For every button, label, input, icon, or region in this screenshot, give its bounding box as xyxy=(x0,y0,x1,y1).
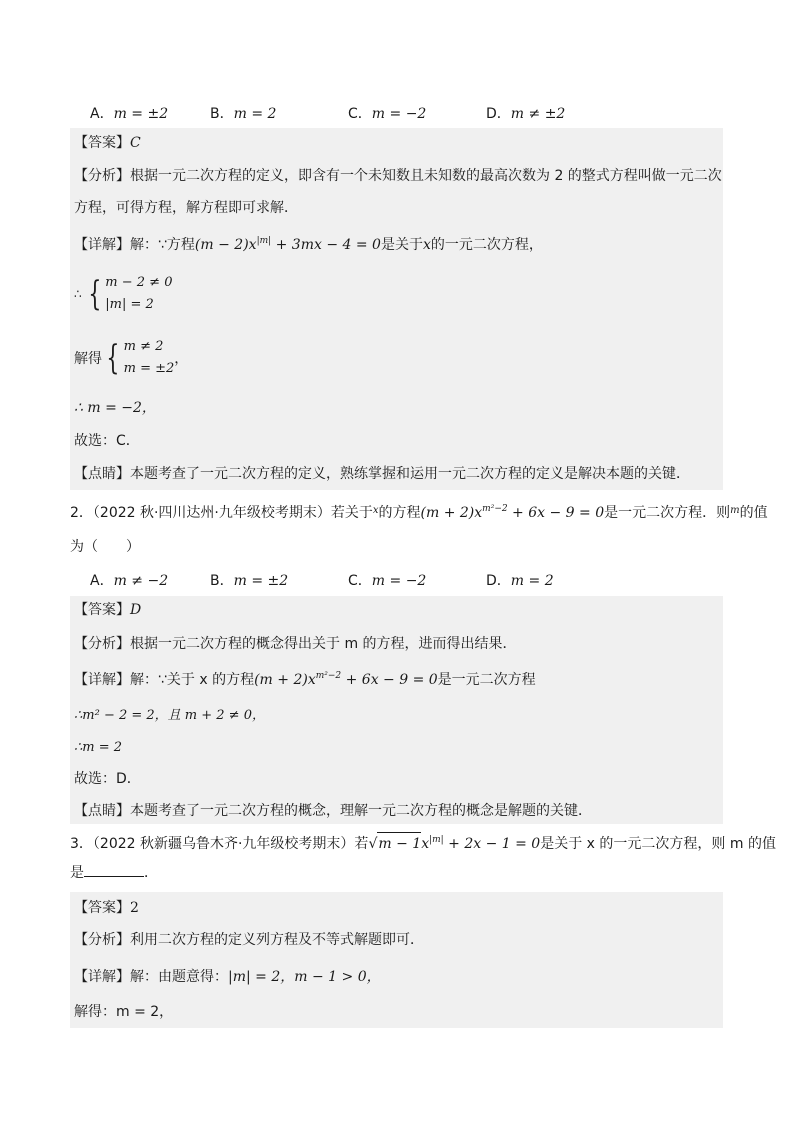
variable: x xyxy=(422,237,431,253)
equation: (m + 2)x xyxy=(254,672,316,688)
comment-label: 【点睛】 xyxy=(74,803,130,819)
therefore-symbol: ∴ xyxy=(74,287,82,301)
equation-rest: + 6x − 9 = 0 xyxy=(341,672,438,688)
answer-label: 【答案】 xyxy=(74,602,130,618)
analysis-text: 根据一元二次方程的定义，即含有一个未知数且未知数的最高次数为 2 的整式方程叫做一元二次 xyxy=(130,168,722,184)
option-text: m = ±2 xyxy=(233,573,289,589)
q2-answer xyxy=(74,599,141,621)
q1-result: ∴ m = −2， xyxy=(74,400,156,416)
system-line: m ≠ 2 xyxy=(123,339,164,354)
q3-answer xyxy=(74,897,139,919)
option-text: m = −2 xyxy=(371,106,427,122)
q1-options xyxy=(90,103,730,125)
q2-option-d xyxy=(486,570,554,590)
option-letter: C． xyxy=(348,106,372,122)
analysis-text: 根据一元二次方程的概念得出关于 m 的方程，进而得出结果． xyxy=(130,636,517,652)
q3-stem-line-2 xyxy=(70,862,158,884)
q1-system-1 xyxy=(74,272,172,316)
q1-analysis-line-1 xyxy=(74,165,722,187)
option-text: m = −2 xyxy=(371,573,427,589)
q1-answer xyxy=(74,132,141,154)
answer-value: D xyxy=(130,602,142,618)
q3-stem-line-1 xyxy=(70,832,776,855)
stem-text: 是一元二次方程．则 xyxy=(604,505,731,521)
q2-option-a xyxy=(90,570,168,590)
q2-choose: 故选：D． xyxy=(74,771,141,787)
option-text: m = ±2 xyxy=(113,106,169,122)
answer-value: 2 xyxy=(130,900,139,916)
q2-step-1: ∴m² − 2 = 2，且 m + 2 ≠ 0， xyxy=(74,708,265,723)
option-letter: B． xyxy=(210,106,234,122)
q1-option-d xyxy=(486,103,565,123)
q2-step-2: ∴m = 2 xyxy=(74,740,123,755)
analysis-label: 【分析】 xyxy=(74,932,130,948)
exponent: m²−2 xyxy=(315,671,342,681)
option-letter: A． xyxy=(90,573,114,589)
answer-label: 【答案】 xyxy=(74,900,130,916)
option-letter: A． xyxy=(90,106,114,122)
sqrt-radicand: m − 1 xyxy=(377,832,421,855)
variable: x xyxy=(421,836,430,852)
stem-text: 的方程 xyxy=(378,505,421,521)
option-letter: B． xyxy=(210,573,234,589)
q1-comment xyxy=(74,463,690,485)
comment-text: 本题考查了一元二次方程的概念，理解一元二次方程的概念是解题的关键． xyxy=(130,803,592,819)
detail-label: 【详解】 xyxy=(74,969,130,985)
q2-stem-line-1 xyxy=(70,500,768,524)
q3-analysis xyxy=(74,929,424,951)
stem-text: 是 xyxy=(70,865,84,881)
option-text: m = 2 xyxy=(233,106,277,122)
comment-label: 【点睛】 xyxy=(74,466,130,482)
stem-text: 2．（2022 秋·四川达州·九年级校考期末）若关于 xyxy=(70,505,373,521)
detail-text: 解：∵关于 x 的方程 xyxy=(130,672,255,688)
detail-text: 解：由题意得： xyxy=(130,969,228,985)
stem-text: 的值 xyxy=(739,505,768,521)
q2-comment xyxy=(74,800,592,822)
system-line: m = ±2 xyxy=(123,361,175,376)
variable: m xyxy=(730,505,740,516)
detail-label: 【详解】 xyxy=(74,672,130,688)
system-lines xyxy=(124,336,175,380)
q1-choose: 故选：C． xyxy=(74,433,140,449)
q1-option-b xyxy=(210,103,276,123)
q3-detail xyxy=(74,966,381,988)
q2-analysis xyxy=(74,633,517,655)
q1-system-2 xyxy=(74,336,188,380)
detail-intro: 解： xyxy=(130,237,158,253)
q1-option-c xyxy=(348,103,426,123)
answer-label: 【答案】 xyxy=(74,135,130,151)
q2-options xyxy=(90,570,730,592)
detail-text: 是关于 xyxy=(380,237,423,253)
stem-text: 是关于 x 的一元二次方程，则 m 的值 xyxy=(540,836,776,852)
equation-rest: + 6x − 9 = 0 xyxy=(507,505,605,521)
option-letter: D． xyxy=(486,573,511,589)
detail-eq-prefix: 方程 xyxy=(166,237,195,253)
answer-value: C xyxy=(130,135,141,151)
option-text: m = 2 xyxy=(510,573,554,589)
equation: (m − 2)x xyxy=(194,237,257,253)
q2-option-c xyxy=(348,570,426,590)
option-letter: D． xyxy=(486,106,511,122)
detail-label: 【详解】 xyxy=(74,237,130,253)
comment-text: 本题考查了一元二次方程的定义，熟练掌握和运用一元二次方程的定义是解决本题的关键． xyxy=(130,466,690,482)
q1-option-a xyxy=(90,103,168,123)
exponent: |m| xyxy=(429,835,444,845)
option-letter: C． xyxy=(348,573,372,589)
stem-text: ． xyxy=(144,865,158,881)
equation: (m + 2)x xyxy=(420,505,483,521)
answer-blank[interactable] xyxy=(84,862,144,877)
q2-stem-line-2: 为（ ） xyxy=(70,539,140,555)
system-line: |m| = 2 xyxy=(105,297,154,312)
variable: x xyxy=(372,505,379,516)
stem-text: 3．（2022 秋新疆乌鲁木齐·九年级校考期末）若 xyxy=(70,836,369,852)
system-suffix: ， xyxy=(174,351,189,367)
analysis-text: 利用二次方程的定义列方程及不等式解题即可． xyxy=(130,932,424,948)
system-line: m − 2 ≠ 0 xyxy=(105,275,173,290)
equation: |m| = 2，m − 1 > 0， xyxy=(228,969,381,985)
detail-text: 的一元二次方程， xyxy=(430,237,543,253)
left-brace: { xyxy=(106,338,120,378)
because-symbol: ∵ xyxy=(158,237,167,253)
option-text: m ≠ −2 xyxy=(113,573,169,589)
q1-detail xyxy=(74,234,543,256)
q2-option-b xyxy=(210,570,288,590)
equation-rest: + 2x − 1 = 0 xyxy=(443,836,541,852)
q2-detail xyxy=(74,669,536,691)
exponent: |m| xyxy=(256,236,272,246)
analysis-label: 【分析】 xyxy=(74,636,130,652)
option-text: m ≠ ±2 xyxy=(510,106,566,122)
solve-label: 解得 xyxy=(74,351,102,367)
left-brace: { xyxy=(87,274,101,314)
detail-text: 是一元二次方程 xyxy=(437,672,536,688)
system-lines xyxy=(105,272,172,316)
q1-analysis-line-2: 方程，可得方程，解方程即可求解． xyxy=(74,200,298,216)
equation-rest: + 3mx − 4 = 0 xyxy=(271,237,381,253)
analysis-label: 【分析】 xyxy=(74,168,130,184)
q3-solve: 解得：m = 2， xyxy=(74,1004,174,1020)
sqrt-sign: √ xyxy=(368,836,378,852)
exponent: m²−2 xyxy=(482,504,508,514)
